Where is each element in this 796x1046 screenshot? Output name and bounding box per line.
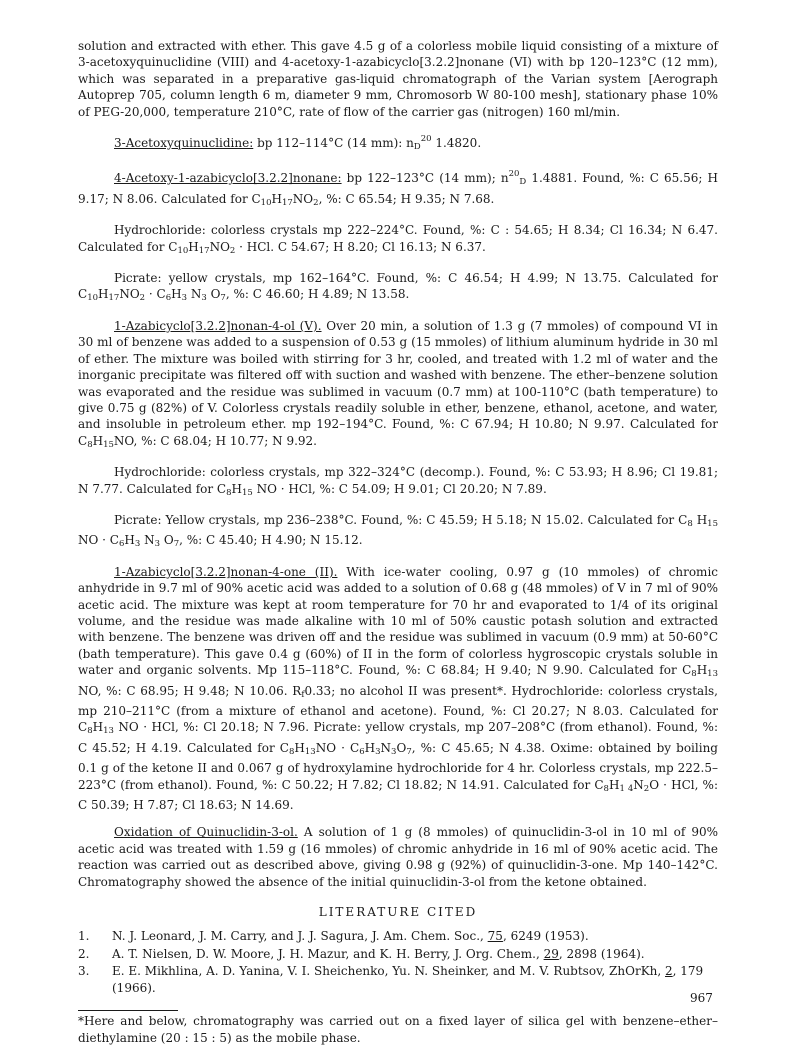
- subscript: 3: [181, 293, 188, 304]
- text: Picrate: Yellow crystals, mp 236–238°C. Found, %: C 45.59; H 5.18; N 15.02. Calculated for C: [114, 512, 688, 527]
- text: H: [92, 720, 104, 735]
- text: H: [294, 740, 305, 755]
- compound-title: 4-Acetoxy-1-azabicyclo[3.2.2]nonane:: [114, 171, 342, 186]
- text: Picrate: yellow crystals, mp 162–164°C. Found, %: C 46.54; H 4.99; N 13.75. Calculated for C: [78, 271, 718, 302]
- text: 0.33; no alcohol II was present*. Hydrochloride: colorless crystals, mp 210–211°C (from a mixture of ethanol and acetone). Found, %: Cl 20.27; N 8.03. Calculated for C: [78, 683, 718, 735]
- compound-title: Oxidation of Quinuclidin-3-ol.: [114, 825, 298, 840]
- subscript: 15: [242, 487, 253, 498]
- text: N: [140, 533, 155, 548]
- text: H: [696, 663, 708, 678]
- reference-text: [112, 928, 718, 944]
- text: N. J. Leonard, J. M. Carry, and J. J. Sagura, J. Am. Chem. Soc.,: [112, 929, 488, 944]
- superscript: 20: [420, 134, 432, 145]
- paragraph-3-acetoxyquinuclidine: [78, 131, 718, 155]
- text: N: [380, 740, 392, 755]
- footnote-divider: [78, 1010, 178, 1011]
- reference-text: [112, 946, 718, 962]
- text: H: [692, 512, 708, 527]
- text: NO · HCl, %: Cl 20.18; N 7.96. Picrate: yellow crystals, mp 207–208°C (from ethanol). Found, %: C 45.52; H 4.19. Calculated for C: [78, 720, 718, 755]
- subscript: 2: [313, 197, 319, 208]
- subscript: 6: [165, 293, 172, 304]
- volume: 75: [487, 929, 503, 944]
- reference-text: [112, 963, 718, 996]
- text: H: [364, 740, 376, 755]
- text: , %: C 65.54; H 9.35; N 7.68.: [318, 191, 495, 206]
- subscript: 17: [281, 197, 293, 208]
- subscript: 8: [226, 487, 232, 498]
- text: A. T. Nielsen, D. W. Moore, J. H. Mazur, and K. H. Berry, J. Org. Chem.,: [112, 946, 544, 961]
- subscript: 3: [134, 539, 141, 550]
- text: A solution of 1 g (8 mmoles) of quinuclidin-3-ol in 10 ml of 90% acetic acid was treated with 1.59 g (16 mmoles) of chromic anhydride in 16 ml of 90% acetic acid. The reaction was carried out as described above, giving 0.98 g (92%) of quinuclidin-3-one. Mp 140–142°C. Chromatography showed the absence of the initial quinuclidin-3-ol from the ketone obtained.: [78, 825, 718, 889]
- subscript: 8: [603, 783, 609, 794]
- text: , %: C 45.65; N 4.38. Oxime: obtained by boiling 0.1 g of the ketone II and 0.067 g of hydroxylamine hydrochloride for 4 hr. Colorless crystals, mp 222.5–223°C (from ethanol). Found, %: C 50.22; H 7.82; Cl 18.82; N 14.91. Calculated for C: [78, 740, 718, 792]
- superscript: 20: [508, 169, 520, 180]
- subscript: D: [519, 177, 527, 188]
- text: H: [188, 239, 199, 254]
- text: O: [206, 287, 221, 302]
- compound-title: 1-Azabicyclo[3.2.2]nonan-4-one (II).: [114, 564, 338, 579]
- subscript: 6: [359, 746, 365, 757]
- text: · C: [145, 287, 166, 302]
- subscript: 1 4: [619, 783, 634, 794]
- subscript: 15: [707, 518, 718, 529]
- subscript: 3: [375, 746, 381, 757]
- subscript: 2: [139, 293, 146, 304]
- subscript: 17: [198, 245, 210, 256]
- subscript: 15: [103, 439, 114, 450]
- text: H: [171, 287, 182, 302]
- subscript: 8: [288, 746, 295, 757]
- compound-title: 3-Acetoxyquinuclidine:: [114, 136, 254, 151]
- text: O: [160, 533, 174, 548]
- paragraph-picrate-vi: [78, 270, 718, 307]
- text: NO, %: C 68.04; H 10.77; N 9.92.: [113, 433, 317, 448]
- text: N: [187, 287, 202, 302]
- subscript: 8: [87, 726, 93, 737]
- text: NO: [119, 287, 140, 302]
- text: NO · C: [78, 533, 119, 548]
- compound-title: 1-Azabicyclo[3.2.2]nonan-4-ol (V).: [114, 318, 322, 333]
- text: H: [608, 777, 620, 792]
- reference-number: 2.: [78, 946, 90, 961]
- text: NO · C: [315, 740, 360, 755]
- subscript: 13: [707, 669, 718, 680]
- subscript: 3: [391, 746, 397, 757]
- text: H: [98, 287, 109, 302]
- paragraph-hydrochloride-vi: [78, 222, 718, 259]
- subscript: 3: [154, 539, 161, 550]
- text: , %: C 46.60; H 4.89; N 13.58.: [225, 287, 410, 302]
- text: bp 112–114°C (14 mm): n: [253, 136, 414, 151]
- text: O: [396, 740, 407, 755]
- text: H: [124, 533, 135, 548]
- volume: 29: [543, 946, 559, 961]
- paragraph-azabicyclononanol: [78, 318, 718, 453]
- text: H: [271, 191, 282, 206]
- footnote: *Here and below, chromatography was carried out on a fixed layer of silica gel with benzene–ether–diethylamine (20 : 15 : 5) as the mobile phase.: [78, 1014, 718, 1045]
- subscript: 6: [118, 539, 125, 550]
- text: , 6249 (1953).: [502, 929, 589, 944]
- text: With ice-water cooling, 0.97 g (10 mmoles) of chromic anhydride in 9.7 ml of 90% acetic acid was added to a solution of 0.68 g (48 mmoles) of V in 7 ml of 90% acetic acid. The mixture was kept at room temperature for 70 hr and evaporated to 1/4 of its original volume, and the residue was made alkaline with 10 ml of 50% caustic potash solution and extracted with benzene. The benzene was driven off and the residue was sublimed in vacuum (0.9 mm) at 50-60°C (bath temperature). This gave 0.4 g (60%) of II in the form of colorless hygroscopic crystals soluble in water and organic solvents. Mp 115–118°C. Found, %: C 68.84; H 9.40; N 9.90. Calculated for C: [78, 564, 718, 678]
- text: O · HCl, %: C 50.39; H 7.87; Cl 18.63; N 14.69.: [78, 777, 718, 813]
- text: NO: [292, 191, 314, 206]
- subscript: 10: [177, 245, 189, 256]
- paragraph-picrate-v: [78, 512, 718, 553]
- text: E. E. Mikhlina, A. D. Yanina, V. I. Sheichenko, Yu. N. Sheinker, and M. V. Rubtsov, ZhOrKh,: [112, 964, 666, 979]
- subscript: f: [301, 689, 305, 700]
- text: Hydrochloride: colorless crystals, mp 322–324°C (decomp.). Found, %: C 53.93; H 8.96; Cl 19.81; N 7.77. Calculated for C: [78, 465, 718, 496]
- text: bp 122–123°C (14 mm); n: [341, 171, 509, 186]
- subscript: 2: [229, 245, 236, 256]
- subscript: 7: [406, 746, 412, 757]
- subscript: 7: [173, 539, 180, 550]
- volume: 2: [665, 964, 673, 979]
- reference-number: 3.: [78, 964, 90, 979]
- subscript: 10: [87, 293, 99, 304]
- text: Hydrochloride: colorless crystals mp 222–224°C. Found, %: C : 54.65; H 8.34; Cl 16.34; N 6.47. Calculated for C: [78, 223, 718, 254]
- subscript: 17: [108, 293, 120, 304]
- reference-item: [78, 963, 718, 996]
- subscript: 3: [201, 293, 207, 304]
- subscript: 8: [687, 518, 693, 529]
- reference-item: [78, 946, 718, 962]
- text: , 2898 (1964).: [558, 946, 645, 961]
- subscript: 2: [643, 783, 650, 794]
- reference-list: [78, 928, 718, 996]
- paragraph-oxidation: [78, 824, 718, 890]
- reference-number: 1.: [78, 929, 90, 944]
- text: · HCl. C 54.67; H 8.20; Cl 16.13; N 6.37.: [235, 239, 486, 254]
- subscript: 13: [304, 746, 316, 757]
- text: NO: [209, 239, 230, 254]
- literature-heading: LITERATURE CITED: [318, 905, 478, 920]
- text: , %: C 45.40; H 4.90; N 15.12.: [179, 533, 363, 548]
- subscript: 10: [260, 197, 272, 208]
- page-number: 967: [690, 991, 713, 1005]
- paragraph-extraction: solution and extracted with ether. This gave 4.5 g of a colorless mobile liquid consisting of a mixture of 3-acetoxyquinuclidine (VIII) and 4-acetoxy-1-azabicyclo[3.2.2]nonane (VI) with bp 120–123°C (12 mm), which was separated in a preparative gas-liquid chromatograph of the Varian system [Aerograph Autoprep 705, column length 6 m, diameter 9 mm, Chromosorb W 80-100 mesh], stationary phase 10% of PEG-20,000, temperature 210°C, rate of flow of the carrier gas (nitrogen) 160 ml/min.: [78, 39, 718, 119]
- subscript: 8: [87, 439, 93, 450]
- text: N: [633, 777, 644, 792]
- paragraph-4-acetoxy: [78, 166, 718, 211]
- text: H: [231, 481, 242, 496]
- text: Over 20 min, a solution of 1.3 g (7 mmoles) of compound VI in 30 ml of benzene was added to a suspension of 0.53 g (15 mmoles) of lithium aluminum hydride in 30 ml of ether. The mixture was boiled with stirring for 3 hr, cooled, and treated with 1.2 ml of water and the inorganic precipitate was filtered off with suction and washed with benzene. The ether–benzene solution was evaporated and the residue was sublimed in vacuum (0.7 mm) at 100-110°C (bath temperature) to give 0.75 g (82%) of V. Colorless crystals readily soluble in ether, benzene, ethanol, acetone, and water, and insoluble in petroleum ether. mp 192–194°C. Found, %: C 67.94; H 10.80; N 9.97. Calculated for C: [78, 318, 718, 448]
- reference-item: [78, 928, 718, 944]
- text: , 179 (1966).: [112, 964, 704, 995]
- subscript: D: [413, 142, 421, 153]
- text: H: [92, 433, 104, 448]
- subscript: 7: [220, 293, 226, 304]
- subscript: 13: [103, 726, 114, 737]
- subscript: 8: [691, 669, 697, 680]
- text: 1.4820.: [431, 136, 482, 151]
- paragraph-hydrochloride-v: [78, 464, 718, 501]
- text: NO, %: C 68.95; H 9.48; N 10.06. R: [78, 683, 302, 698]
- text: NO · HCl, %: C 54.09; H 9.01; Cl 20.20; N 7.89.: [252, 481, 547, 496]
- text: 1.4881. Found, %: C 65.56; H 9.17; N 8.06. Calculated for C: [78, 171, 718, 206]
- article-page: [78, 38, 718, 1046]
- paragraph-azabicyclononanone: [78, 564, 718, 814]
